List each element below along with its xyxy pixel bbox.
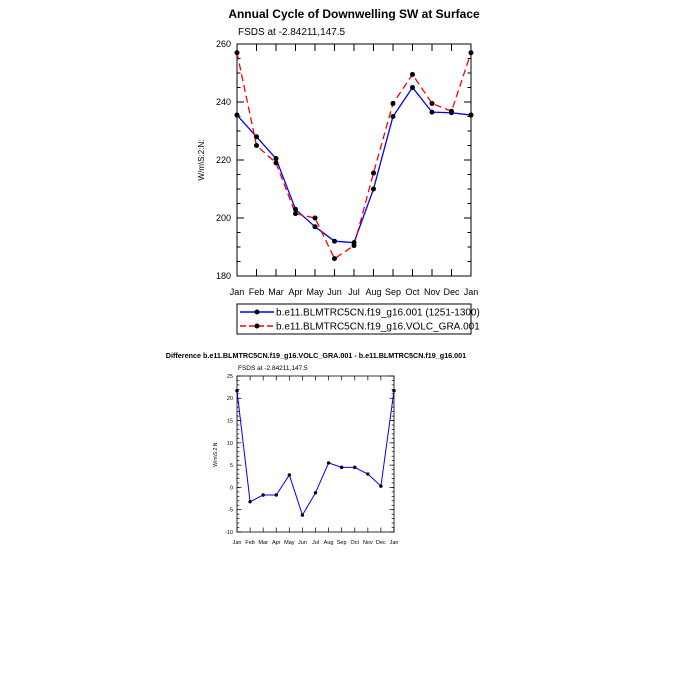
data-point-1	[293, 211, 298, 216]
y-axis-label: W/m\S:2:N:	[197, 139, 206, 181]
data-point-0	[314, 491, 317, 494]
x-tick-label: Jan	[389, 540, 399, 546]
x-tick-label: Nov	[423, 287, 441, 297]
x-tick-label: Jan	[463, 287, 479, 297]
data-point-1	[449, 109, 454, 114]
x-tick-label: Jun	[297, 540, 307, 546]
chart-title: Difference b.e11.BLMTRC5CN.f19_g16.VOLC_GRA.001 - b.e11.BLMTRC5CN.f19_g16.001	[165, 351, 467, 360]
data-point-0	[371, 187, 376, 192]
data-point-1	[371, 171, 376, 176]
y-tick-label: 180	[215, 271, 231, 282]
chart-subtitle: FSDS at -2.84211,147.5	[238, 27, 346, 38]
y-tick-label: -10	[225, 529, 233, 536]
data-point-1	[313, 216, 318, 221]
data-point-1	[352, 243, 357, 248]
data-point-0	[366, 472, 369, 475]
x-tick-label: Jun	[327, 287, 342, 297]
x-tick-label: Apr	[288, 287, 303, 297]
data-point-0	[274, 156, 279, 161]
data-point-1	[274, 160, 279, 165]
data-point-0	[313, 224, 318, 229]
x-tick-label: May	[306, 287, 324, 297]
data-point-0	[379, 484, 382, 487]
x-tick-label: Aug	[323, 540, 334, 546]
legend	[237, 304, 480, 334]
data-point-0	[275, 493, 278, 496]
x-tick-label: Jul	[311, 540, 320, 546]
y-tick-label: 5	[229, 463, 233, 470]
chart-difference	[166, 351, 466, 546]
data-point-0	[392, 389, 395, 392]
data-point-0	[293, 207, 298, 212]
x-tick-label: Jan	[229, 287, 245, 297]
data-point-1	[410, 72, 415, 77]
x-tick-label: Nov	[362, 540, 373, 546]
data-point-0	[301, 513, 304, 516]
data-point-1	[391, 101, 396, 106]
x-tick-labels	[230, 287, 479, 297]
data-point-0	[248, 500, 251, 503]
x-tick-label: Sep	[384, 287, 402, 297]
x-tick-labels	[233, 540, 399, 546]
y-tick-label: 20	[226, 396, 233, 403]
series-line-0	[237, 391, 394, 515]
x-tick-label: Oct	[405, 287, 420, 297]
data-point-0	[261, 493, 264, 496]
plot-frame	[237, 376, 394, 532]
x-tick-label: Sep	[336, 540, 347, 546]
data-point-0	[410, 85, 415, 90]
data-point-0	[288, 473, 291, 476]
x-tick-label: Mar	[268, 287, 284, 297]
data-point-0	[235, 113, 240, 118]
y-tick-label: 220	[215, 155, 231, 166]
data-point-1	[332, 256, 337, 261]
y-tick-label: 200	[215, 213, 231, 224]
x-tick-label: Feb	[248, 287, 265, 297]
data-point-0	[391, 114, 396, 119]
x-tick-label: Apr	[271, 540, 281, 546]
x-tick-label: Jan	[232, 540, 242, 546]
series-line-1	[237, 53, 471, 259]
x-tick-label: Jul	[348, 287, 360, 297]
data-point-0	[254, 134, 259, 139]
legend-marker-control	[255, 310, 260, 315]
x-tick-label: Aug	[365, 287, 382, 297]
x-tick-label: Oct	[350, 540, 360, 546]
data-point-0	[332, 239, 337, 244]
data-point-1	[469, 50, 474, 55]
chart-title: Annual Cycle of Downwelling SW at Surface	[228, 7, 480, 21]
x-tick-label: Dec	[376, 540, 386, 546]
y-tick-label: 260	[215, 39, 231, 50]
legend-label-volc: b.e11.BLMTRC5CN.f19_g16.VOLC_GRA.001	[276, 321, 480, 333]
y-tick-label: 15	[226, 418, 233, 425]
data-point-0	[327, 461, 330, 464]
chart-annual-cycle	[197, 7, 480, 334]
legend-marker-volc	[255, 324, 260, 329]
y-tick-label: 240	[215, 97, 231, 108]
y-tick-label: -5	[228, 507, 233, 514]
axis-ticks	[237, 376, 394, 532]
data-point-0	[469, 113, 474, 118]
legend-label-control: b.e11.BLMTRC5CN.f19_g16.001 (1251-1300)	[276, 307, 480, 319]
y-axis-label: W/m\S:2:N:	[213, 441, 219, 467]
data-point-0	[235, 389, 238, 392]
y-tick-labels	[225, 374, 233, 536]
series-group	[235, 50, 474, 261]
data-point-1	[254, 143, 259, 148]
data-point-1	[430, 101, 435, 106]
data-point-0	[430, 110, 435, 115]
y-tick-labels	[216, 39, 231, 281]
series-group	[235, 389, 395, 517]
series-line-0	[237, 88, 471, 243]
x-tick-label: Mar	[258, 540, 268, 546]
y-tick-label: 10	[226, 440, 233, 447]
y-tick-label: 25	[226, 373, 233, 380]
y-tick-label: 0	[229, 485, 233, 492]
x-tick-label: Feb	[245, 540, 255, 546]
data-point-1	[235, 50, 240, 55]
data-point-0	[353, 466, 356, 469]
x-tick-label: Dec	[443, 287, 460, 297]
x-tick-label: May	[284, 540, 295, 546]
data-point-0	[340, 466, 343, 469]
chart-subtitle: FSDS at -2.84211,147.5	[238, 365, 308, 372]
